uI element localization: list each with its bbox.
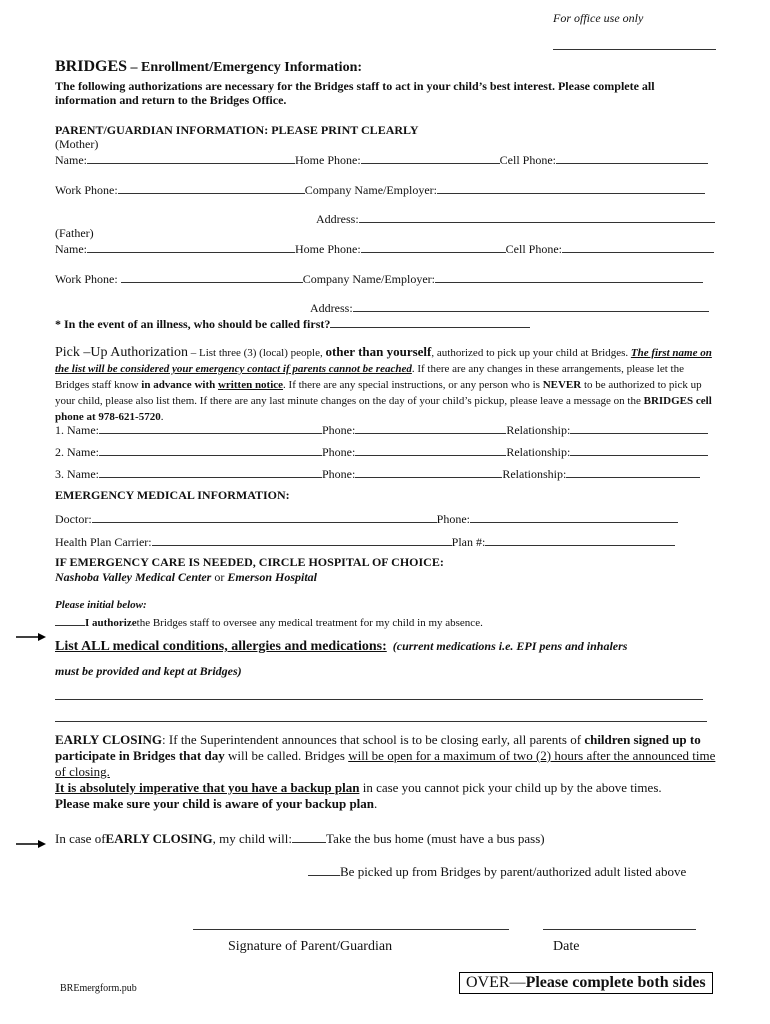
father-cell-phone-field[interactable] — [562, 241, 714, 253]
authorize-row: I authorizethe Bridges staff to oversee any medical treatment for my child in my absence. — [55, 614, 483, 629]
early-closing-paragraph: EARLY CLOSING: If the Superintendent announces that school is to be closing early, all parents of children signed up to participate in Bridges that day will be called. Bridges will be open for a maximum of two (2) hours after the announced time of closing. It is absolutely imperative that you have a backup plan in case you cannot pick your child up by the above times. Please make sure your child is aware of your backup plan. — [55, 732, 716, 811]
father-name-label: Name: — [55, 242, 87, 256]
father-employer-field[interactable] — [435, 271, 703, 283]
pickup-1-name-label: 1. Name: — [55, 423, 99, 437]
intro-text: The following authorizations are necessary for the Bridges staff to act in your child’s best interest. Please complete all information and return to the Bridges Office. — [55, 79, 655, 107]
conditions-line-2[interactable] — [55, 721, 707, 722]
doctor-phone-field[interactable] — [470, 511, 678, 523]
father-home-phone-label: Home Phone: — [295, 242, 361, 256]
signature-field[interactable] — [193, 929, 509, 930]
date-field[interactable] — [543, 929, 696, 930]
signature-label: Signature of Parent/Guardian — [228, 939, 393, 954]
conditions-note-cont: must be provided and kept at Bridges) — [55, 664, 242, 678]
mother-row-1 — [55, 152, 708, 168]
illness-label: * In the event of an illness, who should be called first? — [55, 317, 331, 331]
plan-number-field[interactable] — [485, 534, 675, 546]
date-label: Date — [553, 939, 580, 954]
pickup-paragraph: Pick –Up Authorization – List three (3) (local) people, other than yourself, authorized to pick up your child at Bridges. The first name on the list will be considered your emergency contact if parents cannot be reached. If there are any changes in these arrangements, please let the Bridges staff know in advance with written notice. If there are any special instructions, or any person who is NEVER to be authorized to pick up your child, please also list them. If there are any last minute changes on the day of your child’s pickup, please leave a message on the BRIDGES cell phone at 978-621-5720. — [55, 344, 712, 423]
over-notice: OVER—Please complete both sides — [459, 972, 713, 994]
early-option-1-row: In case ofEARLY CLOSING, my child will: Take the bus home (must have a bus pass) — [55, 831, 545, 846]
mother-address-label: Address: — [316, 212, 359, 226]
pickup-1-relationship-label: Relationship: — [506, 423, 571, 437]
pickup-3-name-label: 3. Name: — [55, 467, 99, 481]
father-cell-phone-label: Cell Phone: — [505, 242, 563, 256]
mother-work-phone-label: Work Phone: — [55, 183, 118, 197]
mother-name-field[interactable] — [87, 152, 295, 164]
father-address-label: Address: — [310, 301, 353, 315]
pickup-row-3 — [55, 466, 700, 482]
mother-row-2 — [55, 182, 705, 198]
pickup-1-phone-label: Phone: — [322, 423, 356, 437]
father-work-phone-field[interactable] — [121, 271, 303, 283]
mother-address-field[interactable] — [359, 211, 715, 223]
health-plan-label: Health Plan Carrier: — [55, 535, 152, 549]
pickup-2-phone-field[interactable] — [355, 444, 506, 456]
file-name: BREmergform.pub — [60, 983, 137, 994]
parent-heading: PARENT/GUARDIAN INFORMATION: PLEASE PRINT CLEARLY — [55, 123, 419, 137]
pickup-1-phone-field[interactable] — [355, 422, 506, 434]
doctor-field[interactable] — [92, 511, 437, 523]
pickup-2-relationship-field[interactable] — [570, 444, 708, 456]
arrow-right-icon — [16, 632, 46, 642]
office-use-field[interactable] — [553, 49, 716, 50]
early-option-bus-field[interactable] — [292, 831, 326, 843]
pickup-2-name-field[interactable] — [99, 444, 322, 456]
mother-row-3 — [316, 211, 715, 227]
early-option-pickup-field[interactable] — [308, 864, 340, 876]
illness-field[interactable] — [330, 316, 530, 328]
father-label: (Father) — [55, 226, 94, 240]
father-work-phone-label: Work Phone: — [55, 272, 118, 286]
hospital-heading: IF EMERGENCY CARE IS NEEDED, CIRCLE HOSPITAL OF CHOICE: — [55, 555, 444, 569]
conditions-label: List ALL medical conditions, allergies and medications: (current medications i.e. EPI pens and inhalers — [55, 639, 628, 654]
father-employer-label: Company Name/Employer: — [302, 272, 436, 286]
hospital-emerson[interactable]: Emerson Hospital — [227, 570, 318, 584]
doctor-phone-label: Phone: — [436, 512, 470, 526]
father-row-3 — [310, 300, 709, 316]
pickup-3-relationship-label: Relationship: — [502, 467, 567, 481]
pickup-3-name-field[interactable] — [99, 466, 322, 478]
father-row-1 — [55, 241, 714, 257]
mother-name-label: Name: — [55, 153, 87, 167]
pickup-3-phone-field[interactable] — [355, 466, 502, 478]
hospital-choices: Nashoba Valley Medical Center or Emerson Hospital — [55, 570, 318, 584]
health-plan-field[interactable] — [152, 534, 452, 546]
pickup-2-relationship-label: Relationship: — [506, 445, 571, 459]
pickup-3-phone-label: Phone: — [322, 467, 356, 481]
mother-employer-field[interactable] — [437, 182, 705, 194]
father-row-2 — [55, 271, 703, 287]
arrow-right-icon — [16, 839, 46, 849]
pickup-2-name-label: 2. Name: — [55, 445, 99, 459]
mother-cell-phone-label: Cell Phone: — [499, 153, 557, 167]
office-use-label: For office use only — [553, 11, 644, 25]
medical-heading: EMERGENCY MEDICAL INFORMATION: — [55, 488, 290, 502]
pickup-row-2 — [55, 444, 708, 460]
illness-row — [55, 316, 530, 332]
plan-number-label: Plan #: — [451, 535, 486, 549]
mother-home-phone-label: Home Phone: — [295, 153, 361, 167]
father-address-field[interactable] — [353, 300, 709, 312]
hospital-nashoba[interactable]: Nashoba Valley Medical Center — [55, 570, 212, 584]
mother-cell-phone-field[interactable] — [556, 152, 708, 164]
pickup-1-relationship-field[interactable] — [570, 422, 708, 434]
conditions-line-1[interactable] — [55, 699, 703, 700]
doctor-label: Doctor: — [55, 512, 92, 526]
health-plan-row — [55, 534, 675, 550]
pickup-1-name-field[interactable] — [99, 422, 322, 434]
pickup-3-relationship-field[interactable] — [566, 466, 700, 478]
early-option-2-row: Be picked up from Bridges by parent/authorized adult listed above — [308, 864, 686, 880]
pickup-2-phone-label: Phone: — [322, 445, 356, 459]
mother-work-phone-field[interactable] — [118, 182, 305, 194]
pickup-row-1 — [55, 422, 708, 438]
initial-label: Please initial below: — [55, 599, 147, 611]
authorize-initial-field[interactable] — [55, 614, 85, 626]
mother-home-phone-field[interactable] — [361, 152, 500, 164]
page-title: BRIDGES – Enrollment/Emergency Information: — [55, 58, 363, 75]
father-home-phone-field[interactable] — [361, 241, 506, 253]
father-name-field[interactable] — [87, 241, 295, 253]
doctor-row — [55, 511, 678, 527]
mother-label: (Mother) — [55, 137, 99, 151]
mother-employer-label: Company Name/Employer: — [304, 183, 438, 197]
